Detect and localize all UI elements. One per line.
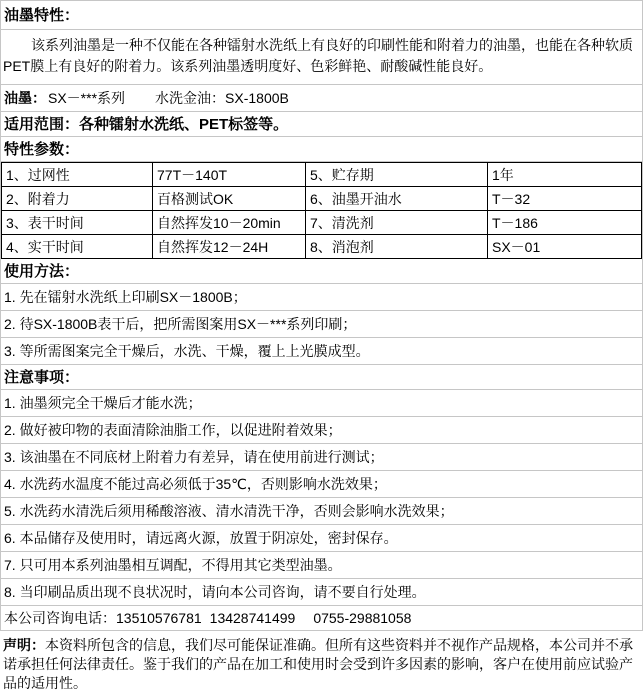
usage-item: 1. 先在镭射水洗纸上印刷SX－1800B；: [1, 284, 642, 311]
statement-label: 声明：: [3, 637, 45, 653]
param-value-cell: 1年: [488, 163, 642, 187]
statement-text: 本资料所包含的信息，我们尽可能保证准确。但所有这些资料并不视作产品规格，本公司并不承诺承担任何法律责任。鉴于我们的产品在加工和使用时会受到许多因素的影响，客户在使用前应试验产品的适用性。: [3, 637, 633, 691]
param-value-cell: 77T－140T: [153, 163, 306, 187]
table-row: [2, 235, 642, 259]
phone-number: 0755-29881058: [313, 610, 412, 626]
note-item: 5. 水洗药水清洗后须用稀酸溶液、清水清洗干净，否则会影响水洗效果；: [1, 498, 642, 525]
note-item: 8. 当印刷品质出现不良状况时，请向本公司咨询，请不要自行处理。: [1, 579, 642, 606]
table-row: [2, 187, 642, 211]
param-value-cell: T－186: [488, 211, 642, 235]
table-row: [2, 211, 642, 235]
ink-model-label: 油墨：: [4, 90, 46, 106]
washing-gold-value: 水洗金油：SX-1800B: [155, 90, 289, 106]
param-name-cell: 6、油墨开油水: [306, 187, 488, 211]
contact-phone-row: [1, 606, 642, 631]
usage-title: 使用方法：: [1, 259, 642, 284]
note-item: 2. 做好被印物的表面清除油脂工作，以促进附着效果；: [1, 417, 642, 444]
param-name-cell: 3、表干时间: [2, 211, 153, 235]
ink-model-row: [1, 85, 642, 112]
note-item: 3. 该油墨在不同底材上附着力有差异，请在使用前进行测试；: [1, 444, 642, 471]
phone-number: 13428741499: [209, 610, 296, 626]
ink-properties-description: 该系列油墨是一种不仅能在各种镭射水洗纸上有良好的印刷性能和附着力的油墨，也能在各种软质PET膜上有良好的附着力。该系列油墨透明度好、色彩鲜艳、耐酸碱性能良好。: [1, 30, 642, 85]
param-name-cell: 5、贮存期: [306, 163, 488, 187]
param-name-cell: 1、过网性: [2, 163, 153, 187]
phone-number: 13510576781: [116, 610, 202, 626]
param-name-cell: 8、消泡剂: [306, 235, 488, 259]
table-row: [2, 163, 642, 187]
param-value-cell: 自然挥发10－20min: [153, 211, 306, 235]
usage-item: 2. 待SX-1800B表干后，把所需图案用SX－***系列印刷；: [1, 311, 642, 338]
ink-series-value: SX－***系列: [48, 90, 126, 106]
note-item: 4. 水洗药水温度不能过高必须低于35℃，否则影响水洗效果；: [1, 471, 642, 498]
contact-phone-label: 本公司咨询电话：: [4, 610, 116, 626]
notes-title: 注意事项：: [1, 365, 642, 390]
param-value-cell: 百格测试OK: [153, 187, 306, 211]
param-value-cell: SX－01: [488, 235, 642, 259]
parameters-table: [1, 162, 642, 259]
param-name-cell: 4、实干时间: [2, 235, 153, 259]
statement-row: [0, 631, 643, 697]
note-item: 6. 本品储存及使用时，请远离火源，放置于阴凉处，密封保存。: [1, 525, 642, 552]
usage-item: 3. 等所需图案完全干燥后，水洗、干燥，覆上上光膜成型。: [1, 338, 642, 365]
param-value-cell: T－32: [488, 187, 642, 211]
note-item: 7. 只可用本系列油墨相互调配，不得用其它类型油墨。: [1, 552, 642, 579]
parameters-title: 特性参数：: [1, 137, 642, 162]
scope-row: 适用范围：各种镭射水洗纸、PET标签等。: [1, 112, 642, 137]
note-item: 1. 油墨须完全干燥后才能水洗；: [1, 390, 642, 417]
ink-properties-title: 油墨特性：: [1, 1, 642, 30]
param-name-cell: 7、清洗剂: [306, 211, 488, 235]
param-name-cell: 2、附着力: [2, 187, 153, 211]
param-value-cell: 自然挥发12－24H: [153, 235, 306, 259]
